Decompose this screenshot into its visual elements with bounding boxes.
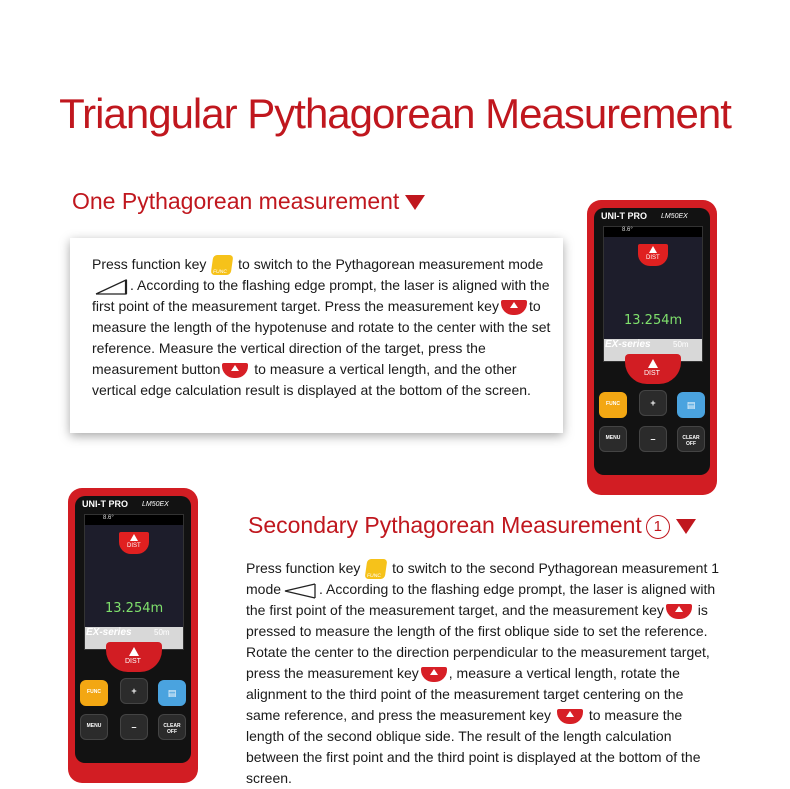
section1-heading xyxy=(72,188,425,215)
section2-badge: 1 xyxy=(646,515,670,539)
save-key[interactable] xyxy=(677,392,705,418)
measure-key-icon xyxy=(557,709,583,724)
clear-off-key[interactable] xyxy=(158,714,186,740)
paragraph-text: Press function key xyxy=(92,256,211,272)
paragraph-text: is pressed to measure the length of the first oblique side to set the reference. Rotate the center to the direction perpendicular to the measurement target, press the measurement key xyxy=(246,602,710,682)
screen-status: 8.6° xyxy=(622,227,633,233)
menu-key-label: MENU xyxy=(86,723,102,729)
device-range: 50m xyxy=(154,628,170,637)
paragraph-text: to switch to the Pythagorean measurement mode xyxy=(234,256,544,272)
measure-key-icon xyxy=(666,604,692,619)
clear-off-key[interactable] xyxy=(677,426,705,452)
measure-key-icon xyxy=(421,667,447,682)
func-key-icon xyxy=(365,559,388,579)
screen-status-bar xyxy=(85,515,183,525)
clear-key-label: CLEAR OFF xyxy=(163,723,181,735)
dist-label: DIST xyxy=(127,543,141,549)
device-brand: UNI-T PRO xyxy=(601,211,647,221)
save-key-label: ▤ xyxy=(167,688,177,698)
screen-status-bar xyxy=(604,227,702,237)
func-key[interactable] xyxy=(80,680,108,706)
down-arrow-icon xyxy=(676,519,696,534)
dist-label: DIST xyxy=(646,255,660,261)
device-range: 50m xyxy=(673,340,689,349)
save-key-label: ▤ xyxy=(686,400,696,410)
plus-key-label: + xyxy=(650,398,656,408)
menu-key-label: MENU xyxy=(605,435,621,441)
measure-key-icon xyxy=(501,300,527,315)
paragraph-text: . According to the flashing edge prompt, the laser is aligned with the first point of the measurement target, and the measurement key xyxy=(246,581,716,619)
plus-key-label: + xyxy=(131,686,137,696)
dist-mode-icon xyxy=(638,244,668,266)
device-model: LM50EX xyxy=(661,213,688,220)
device-brand: UNI-T PRO xyxy=(82,499,128,509)
save-key[interactable] xyxy=(158,680,186,706)
paragraph-text: to switch to the second Pythagorean measurement 1 mode xyxy=(246,560,720,598)
minus-key-label: – xyxy=(650,434,656,444)
dist-mode-icon xyxy=(119,532,149,554)
paragraph-text: to measure the length of the hypotenuse and rotate to the center with the set reference. Measure the vertical direction of the target, press the measurement button xyxy=(92,298,551,378)
section2-title: Secondary Pythagorean Measurement xyxy=(248,512,642,538)
func-key-label: FUNC xyxy=(87,689,101,695)
screen-reading: 13.254m xyxy=(624,313,683,328)
measure-key-label: DIST xyxy=(125,658,141,665)
down-arrow-icon xyxy=(405,195,425,210)
pythagorean-mode2-icon xyxy=(283,582,317,600)
paragraph-text: to measure the length of the second oblique side. The result of the length calculation between the first point and the third point is displayed at the bottom of the screen. xyxy=(246,707,701,787)
section1-title: One Pythagorean measurement xyxy=(72,188,400,214)
minus-key-label: – xyxy=(131,722,137,732)
menu-key[interactable] xyxy=(599,426,627,452)
clear-key-label: CLEAR OFF xyxy=(682,435,700,447)
screen-status: 8.6° xyxy=(103,515,114,521)
page-title: Triangular Pythagorean Measurement xyxy=(59,90,731,137)
measure-key-label: DIST xyxy=(644,370,660,377)
func-key-label: FUNC xyxy=(606,401,620,407)
laser-meter-device-right xyxy=(587,200,717,495)
plus-key[interactable] xyxy=(120,678,148,704)
minus-key[interactable] xyxy=(120,714,148,740)
plus-key[interactable] xyxy=(639,390,667,416)
device-series: EX-series xyxy=(605,339,651,350)
paragraph-text: Press function key xyxy=(246,560,365,576)
pythagorean-mode-icon xyxy=(94,278,128,296)
section2-paragraph xyxy=(246,558,720,789)
paragraph-text: , measure a vertical length, rotate the alignment to the third point of the measurement target centering on the same reference, and press the measurement key xyxy=(246,665,684,724)
func-key[interactable] xyxy=(599,392,627,418)
laser-meter-device-left xyxy=(68,488,198,783)
measure-key-icon xyxy=(222,363,248,378)
screen-reading: 13.254m xyxy=(105,601,164,616)
section2-heading xyxy=(248,512,696,539)
minus-key[interactable] xyxy=(639,426,667,452)
menu-key[interactable] xyxy=(80,714,108,740)
paragraph-text: to measure a vertical length, and the other vertical edge calculation result is displayed at the bottom of the screen. xyxy=(92,361,531,399)
device-model: LM50EX xyxy=(142,501,169,508)
paragraph-text: . According to the flashing edge prompt, the laser is aligned with the first point of the measurement target. Press the measurement key xyxy=(92,277,550,315)
func-key-icon xyxy=(211,255,234,275)
section1-paragraph xyxy=(92,254,560,401)
device-series: EX-series xyxy=(86,627,132,638)
